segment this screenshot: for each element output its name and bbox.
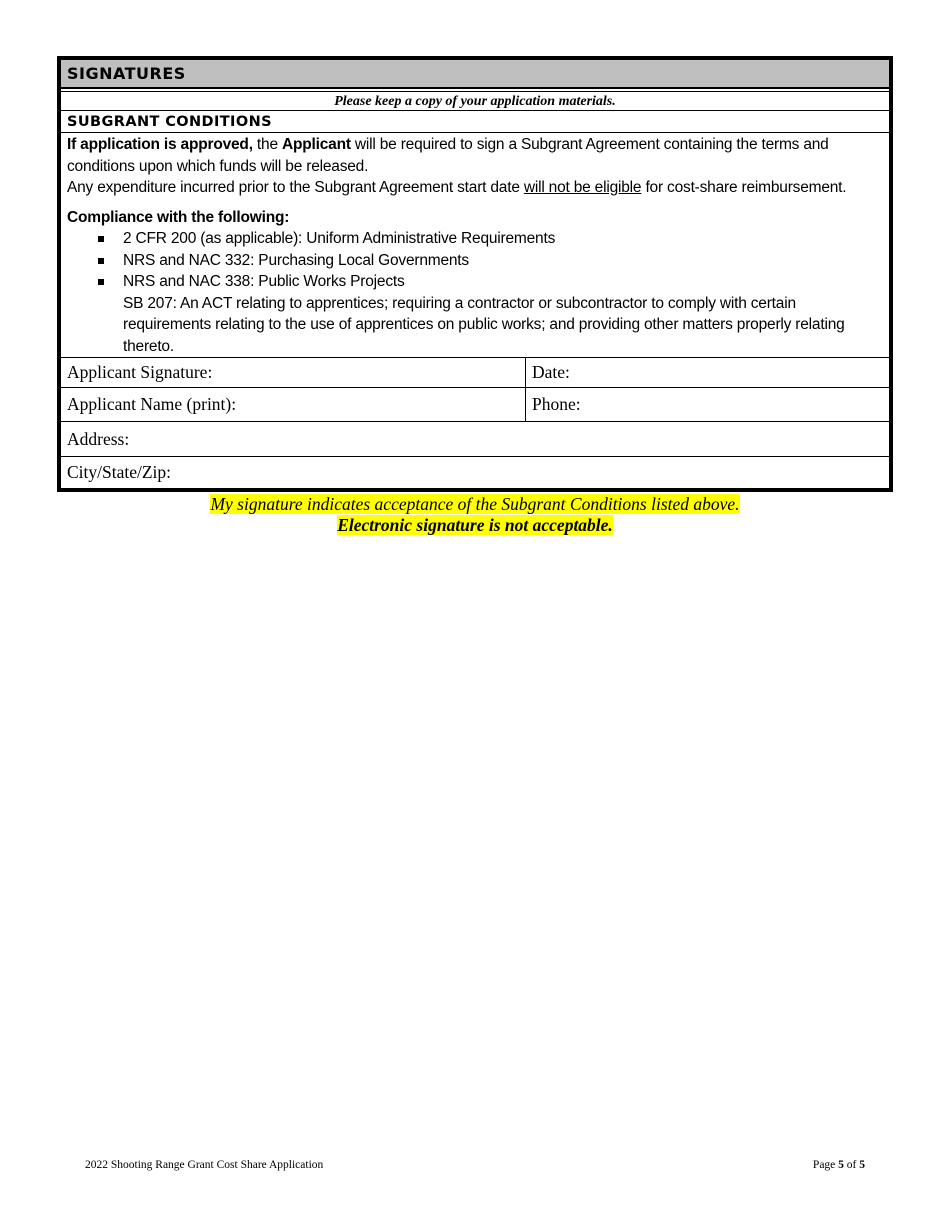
date-field[interactable] <box>525 358 889 387</box>
approval-the: the <box>252 136 282 153</box>
signatures-form <box>57 56 893 492</box>
date-label: Date: <box>532 362 570 382</box>
electronic-signature-line: Electronic signature is not acceptable. <box>337 515 613 535</box>
address-field[interactable] <box>61 422 889 456</box>
section-title: SIGNATURES <box>61 60 889 89</box>
footer-document-title: 2022 Shooting Range Grant Cost Share Application <box>85 1159 324 1171</box>
applicant-signature-field[interactable] <box>61 358 525 387</box>
acceptance-statement <box>0 494 950 515</box>
expenditure-post: for cost-share reimbursement. <box>641 179 847 196</box>
page-total: 5 <box>859 1159 865 1171</box>
page-of: of <box>843 1159 860 1171</box>
subgrant-conditions-title: SUBGRANT CONDITIONS <box>61 111 889 133</box>
applicant-name-field[interactable] <box>61 388 525 421</box>
page-number: 5 <box>838 1159 844 1171</box>
sb207-note: SB 207: An ACT relating to apprentices; requiring a contractor or subcontractor to comply with certain requirements relating to the use of apprentices on public works; and providing other matters properly relating thereto. <box>123 294 845 355</box>
approval-paragraph <box>67 134 883 177</box>
address-label: Address: <box>67 428 130 449</box>
city-state-zip-field[interactable] <box>61 457 889 488</box>
compliance-item-text: 2 CFR 200 (as applicable): Uniform Administrative Requirements <box>123 230 556 247</box>
compliance-item-text: NRS and NAC 338: Public Works Projects <box>123 273 405 290</box>
approval-rest: will be required to sign a Subgrant Agreement containing the terms and conditions upon which funds will be released. <box>67 136 829 175</box>
compliance-item-text: NRS and NAC 332: Purchasing Local Governments <box>123 251 469 269</box>
approval-lead: If application is approved, <box>67 136 253 153</box>
compliance-item <box>67 271 883 293</box>
acceptance-line: My signature indicates acceptance of the Subgrant Conditions listed above. <box>210 494 740 514</box>
compliance-item <box>67 228 883 250</box>
phone-field[interactable] <box>525 388 889 421</box>
applicant-signature-label: Applicant Signature: <box>67 362 213 382</box>
compliance-heading: Compliance with the following: <box>67 208 290 226</box>
footer-page-number <box>813 1159 865 1171</box>
bullet-icon <box>98 258 104 264</box>
applicant-name-label: Applicant Name (print): <box>67 394 237 414</box>
city-state-zip-label: City/State/Zip: <box>67 462 172 482</box>
electronic-signature-warning <box>0 515 950 536</box>
address-row <box>61 421 889 456</box>
bullet-icon <box>98 279 104 285</box>
compliance-item <box>67 250 883 272</box>
phone-label: Phone: <box>532 394 581 414</box>
page-prefix: Page <box>812 1159 839 1171</box>
city-state-zip-row <box>61 456 889 488</box>
expenditure-underlined: will not be eligible <box>523 179 642 196</box>
keep-copy-note: Please keep a copy of your application materials. <box>61 91 889 111</box>
bullet-icon <box>98 236 104 242</box>
signature-date-row <box>61 357 889 387</box>
compliance-list <box>67 228 883 293</box>
subgrant-conditions-body <box>67 134 883 357</box>
expenditure-pre: Any expenditure incurred prior to the Subgrant Agreement start date <box>67 179 524 196</box>
expenditure-paragraph <box>67 177 883 199</box>
name-phone-row <box>61 387 889 421</box>
approval-applicant: Applicant <box>281 136 351 153</box>
